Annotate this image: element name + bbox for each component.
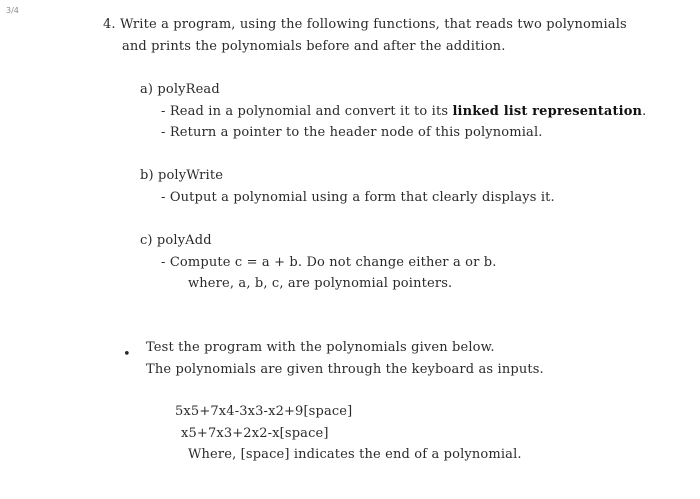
poly-write-title: b) polyWrite — [140, 168, 224, 183]
poly-add-item-1: - Compute c = a + b. Do not change either a or b. — [161, 255, 497, 270]
bullet-point: • — [123, 347, 131, 362]
poly-read-item-1 — [161, 104, 646, 119]
question-line-1: 4. Write a program, using the following functions, that reads two polynomials — [103, 17, 627, 32]
poly-read-item-2: - Return a pointer to the header node of this polynomial. — [161, 125, 543, 140]
poly-write-item-1: - Output a polynomial using a form that clearly displays it. — [161, 190, 555, 205]
polynomial-2: x5+7x3+2x2-x[space] — [181, 426, 329, 441]
poly-read-title: a) polyRead — [140, 82, 220, 97]
poly-add-item-2: where, a, b, c, are polynomial pointers. — [188, 276, 453, 291]
test-line-1: Test the program with the polynomials given below. — [146, 340, 495, 355]
polynomial-1: 5x5+7x4-3x3-x2+9[space] — [175, 404, 353, 419]
page-number: 3/4 — [6, 6, 19, 15]
poly-add-title: c) polyAdd — [140, 233, 212, 248]
poly-read-item-1-prefix: - Read in a polynomial and convert it to its — [161, 104, 453, 119]
test-line-2: The polynomials are given through the keyboard as inputs. — [146, 362, 544, 377]
space-note: Where, [space] indicates the end of a polynomial. — [188, 447, 522, 462]
question-line-2: and prints the polynomials before and after the addition. — [122, 39, 506, 54]
linked-list-emphasis: linked list representation — [452, 104, 643, 119]
poly-read-item-1-suffix: . — [642, 104, 647, 119]
